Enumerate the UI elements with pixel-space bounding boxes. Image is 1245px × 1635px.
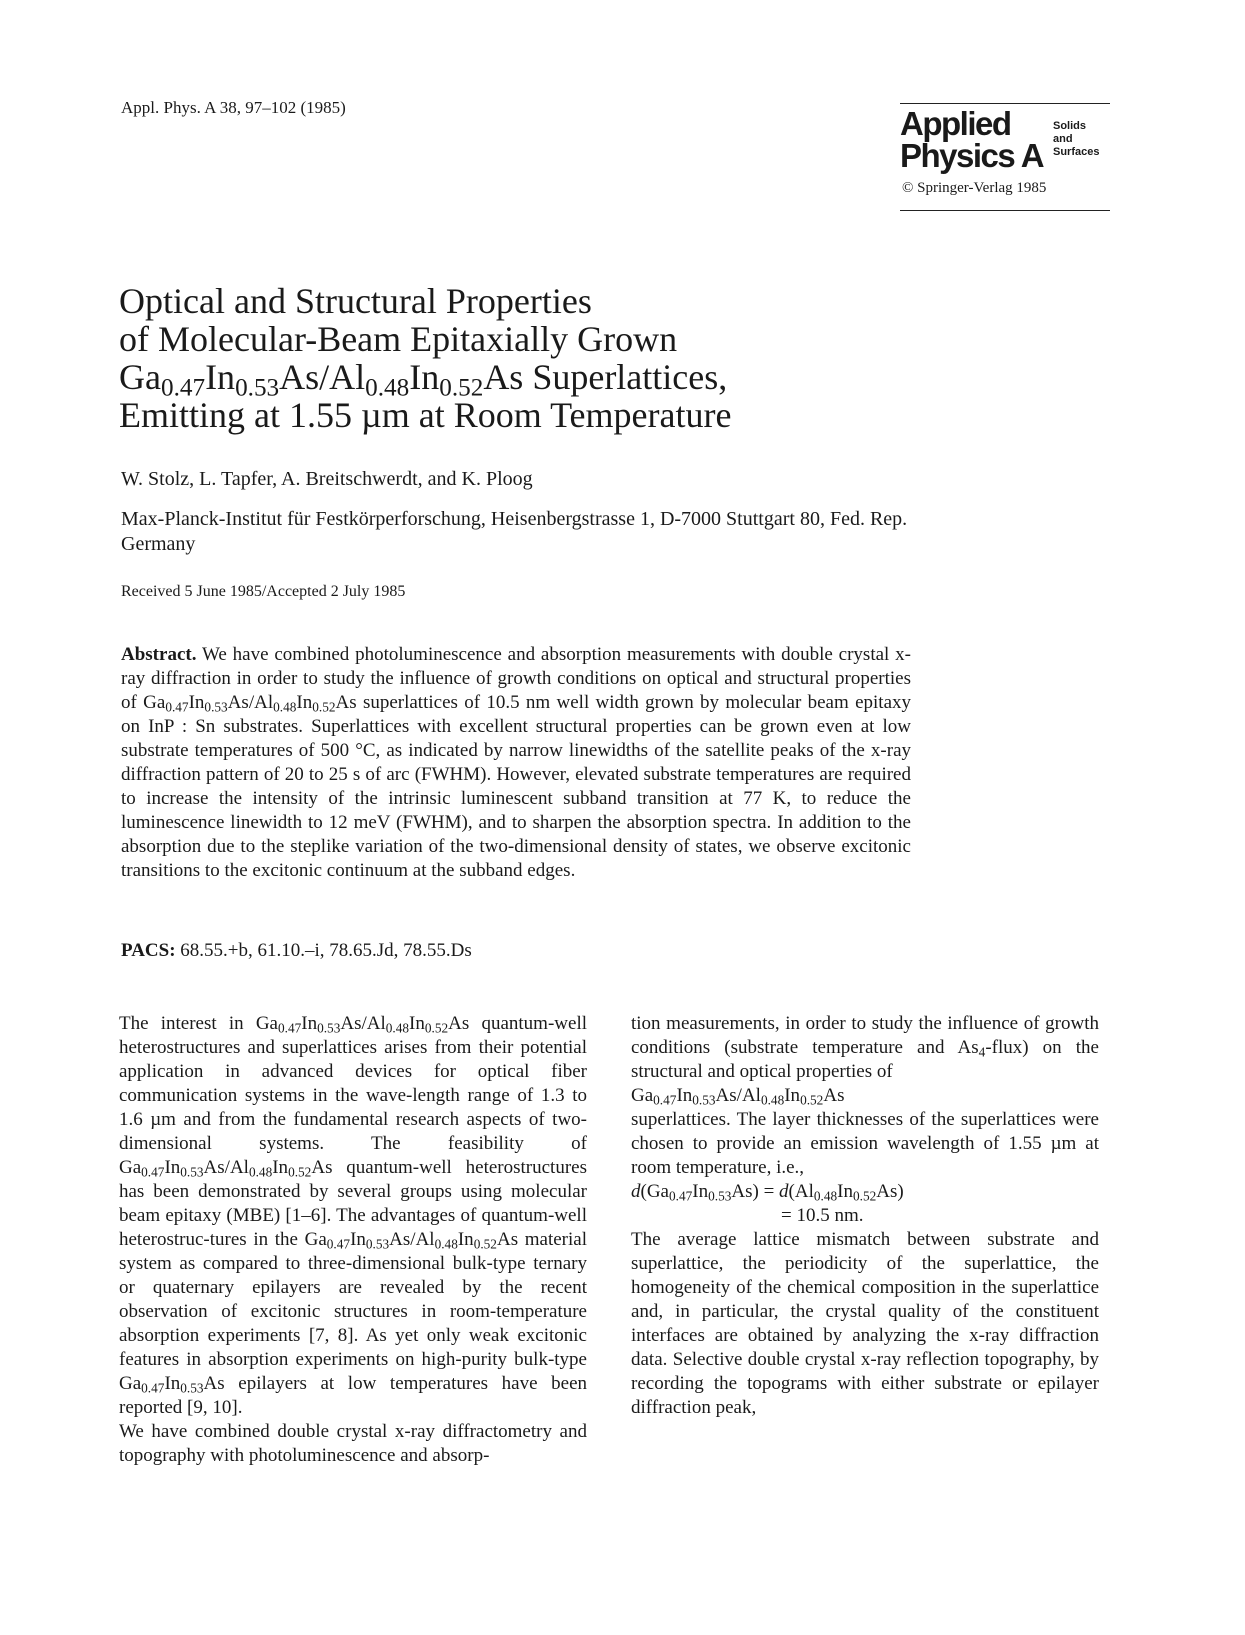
journal-section-line3: Surfaces: [1053, 146, 1100, 158]
title-line-4: Emitting at 1.55 µm at Room Temperature: [119, 395, 732, 435]
journal-name: [900, 105, 1044, 174]
formula: $Ga_{0.47}In_{0.53}As$: [119, 1373, 225, 1396]
journal-citation: Appl. Phys. A 38, 97–102 (1985): [121, 98, 346, 117]
abstract: Abstract. We have combined photoluminescence and absorption measurements with double crystal x-ray diffraction in order to study the influence of growth conditions on optical and structural properties of $Ga_{0.47}In_{0.53}As/Al_{0.48}In_{0.52}As$ superlattices of 10.5 nm well width grown by molecular beam epitaxy on InP : Sn substrates. Superlattices with excellent structural properties can be grown even at low substrate temperatures of 500 °C, as indicated by narrow linewidths of the satellite peaks of the x-ray diffraction pattern of 20 to 25 s of arc (FWHM). However, elevated substrate temperatures are required to increase the intensity of the intrinsic luminescent subband transition at 77 K, to reduce the luminescence linewidth to 12 meV (FWHM), and to sharpen the absorption spectra. In addition to the absorption due to the steplike variation of the two-dimensional density of states, we observe excitonic transitions to the excitonic continuum at the subband edges.: [121, 644, 912, 881]
paper-title: [119, 282, 1119, 434]
title-line-2: of Molecular-Beam Epitaxially Grown: [119, 319, 678, 359]
paragraph: tion measurements, in order to study the influence of growth conditions (substrate temperature and $As_4-flux$) on the structural and optical properties of: [631, 1013, 1099, 1082]
journal-logo: [900, 103, 1110, 211]
abstract-label: Abstract.: [121, 644, 197, 665]
pacs-label: PACS:: [121, 940, 176, 961]
formula: $Ga_{0.47}In_{0.53}As/Al_{0.48}In_{0.52}As$: [119, 1157, 333, 1180]
formula: $Ga_{0.47}In_{0.53}As/Al_{0.48}In_{0.52}As$: [255, 1013, 470, 1036]
paragraph: The interest in $Ga_{0.47}In_{0.53}As/Al_{0.48}In_{0.52}As$ quantum-well heterostructures and superlattices arises from their potential application in advanced devices for optical fiber communication systems in the wave-length range of 1.3 to 1.6 µm and from the fundamental research aspects of two-dimensional systems. The feasibility of $Ga_{0.47}In_{0.53}As/Al_{0.48}In_{0.52}As$ quantum-well heterostructures has been demonstrated by several groups using molecular beam epitaxy (MBE) [1–6]. The advantages of quantum-well heterostruc-tures in the $Ga_{0.47}In_{0.53}As/Al_{0.48}In_{0.52}As$ material system as compared to three-dimensional bulk-type ternary or quaternary epilayers are revealed by the recent observation of excitonic structures in room-temperature absorption experiments [7, 8]. As yet only weak excitonic features in absorption experiments on high-purity bulk-type $Ga_{0.47}In_{0.53}As$ epilayers at low temperatures have been reported [9, 10].: [119, 1013, 587, 1418]
journal-name-line1: Applied: [900, 105, 1011, 142]
paragraph: We have combined double crystal x-ray diffractometry and topography with photoluminescence and absorp-: [119, 1421, 587, 1466]
body-column-right: [631, 1012, 1099, 1420]
journal-name-line2: Physics A: [900, 137, 1044, 174]
received-date: Received 5 June 1985/Accepted 2 July 1985: [121, 583, 406, 600]
journal-section: [1053, 120, 1099, 159]
equation-result: = 10.5 nm.: [781, 1205, 864, 1226]
title-line-3: $Ga_{0.47}In_{0.53}As/Al_{0.48}In_{0.52}As$ Superlattices,: [119, 357, 728, 402]
pacs-codes: PACS: 68.55.+b, 61.10.–i, 78.65.Jd, 78.55.Ds: [121, 940, 472, 961]
paragraph: superlattices. The layer thicknesses of the superlattices were chosen to provide an emission wavelength of 1.55 µm at room temperature, i.e.,: [631, 1109, 1099, 1178]
authors: W. Stolz, L. Tapfer, A. Breitschwerdt, and K. Ploog: [121, 468, 533, 490]
affiliation: Max-Planck-Institut für Festkörperforschung, Heisenbergstrasse 1, D-7000 Stuttgart 80, Fed. Rep. Germany: [121, 508, 908, 555]
journal-section-line1: Solids: [1053, 120, 1087, 132]
formula: $Ga_{0.47}In_{0.53}As/Al_{0.48}In_{0.52}As$: [304, 1229, 519, 1252]
equation: $d(Ga_{0.47}In_{0.53}As) = d(Al_{0.48}In_{0.52}As)$: [631, 1181, 904, 1204]
title-line-1: Optical and Structural Properties: [119, 281, 592, 321]
journal-section-line2: and: [1053, 133, 1073, 145]
copyright: © Springer-Verlag 1985: [902, 180, 1047, 196]
formula-display: $Ga_{0.47}In_{0.53}As/Al_{0.48}In_{0.52}As$: [631, 1085, 845, 1108]
paragraph: The average lattice mismatch between substrate and superlattice, the periodicity of the superlattice, the homogeneity of the chemical composition in the superlattice and, in particular, the crystal quality of the constituent interfaces are obtained by analyzing the x-ray diffraction data. Selective double crystal x-ray reflection topography, by recording the topograms with either substrate or epilayer diffraction peak,: [631, 1229, 1099, 1418]
formula: $Ga_{0.47}In_{0.53}As/Al_{0.48}In_{0.52}As$: [143, 692, 357, 715]
body-column-left: [119, 1012, 587, 1468]
